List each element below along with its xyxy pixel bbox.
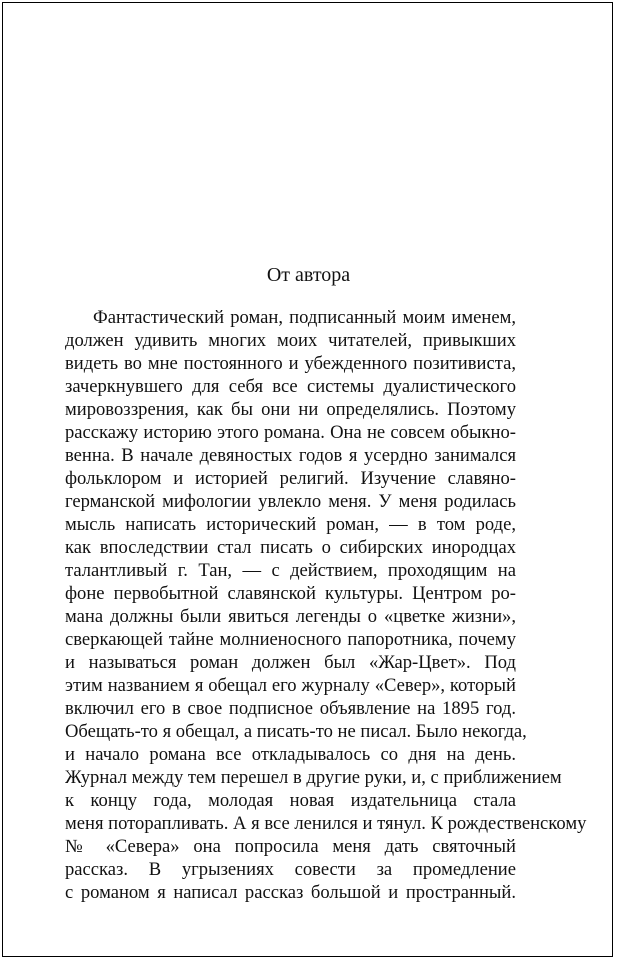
section-heading: От автора (266, 264, 351, 286)
text-line: мана должны были явиться легенды о «цветке жизни», (65, 606, 516, 627)
text-line: как впоследствии стал писать о сибирских инородцах (65, 537, 516, 558)
text-line: с романом я написал рассказ большой и пространный. (65, 882, 516, 903)
text-line: Фантастический роман, подписанный моим именем, (93, 307, 516, 328)
text-line: мысль написать исторический роман, — в том роде, (65, 514, 516, 535)
text-line: и называться роман должен был «Жар-Цвет». Под (65, 652, 516, 673)
text-line: этим названием я обещал его журналу «Север», который (65, 675, 516, 696)
text-line: рассказ. В угрызениях совести за промедление (65, 859, 516, 880)
text-line: видеть во мне постоянного и убежденного позитивиста, (65, 353, 516, 374)
text-line: к концу года, молодая новая издательница стала (65, 790, 516, 811)
text-line: германской мифологии увлекло меня. У меня родилась (65, 491, 516, 512)
text-line: меня поторапливать. А я все ленился и тянул. К рождественскому (65, 813, 587, 834)
text-line: Обещать-то я обещал, а писать-то не писал. Было некогда, (65, 721, 527, 742)
text-line: расскажу историю этого романа. Она не совсем обыкно- (65, 422, 516, 443)
text-line: мировоззрения, как бы они ни определялись. Поэтому (65, 399, 516, 420)
text-line: фольклором и историей религий. Изучение славяно- (65, 468, 516, 489)
text-line: венна. В начале девяностых годов я усердно занимался (65, 445, 516, 466)
text-line: включил его в свое подписное объявление на 1895 год. (65, 698, 516, 719)
text-line: должен удивить многих моих читателей, привыкших (65, 330, 516, 351)
text-line: фоне первобытной славянской культуры. Центром ро- (65, 583, 516, 604)
text-line: № «Севера» она попросила меня дать святочный (65, 836, 516, 857)
text-line: и начало романа все откладывалось со дня на день. (65, 744, 516, 765)
text-line: сверкающей тайне молниеносного папоротника, почему (65, 629, 516, 650)
text-line: зачеркнувшего для себя все системы дуалистического (65, 376, 516, 397)
text-line: талантливый г. Тан, — с действием, проходящим на (65, 560, 516, 581)
text-line: Журнал между тем перешел в другие руки, и, с приближением (65, 767, 562, 788)
body-text (65, 306, 587, 904)
